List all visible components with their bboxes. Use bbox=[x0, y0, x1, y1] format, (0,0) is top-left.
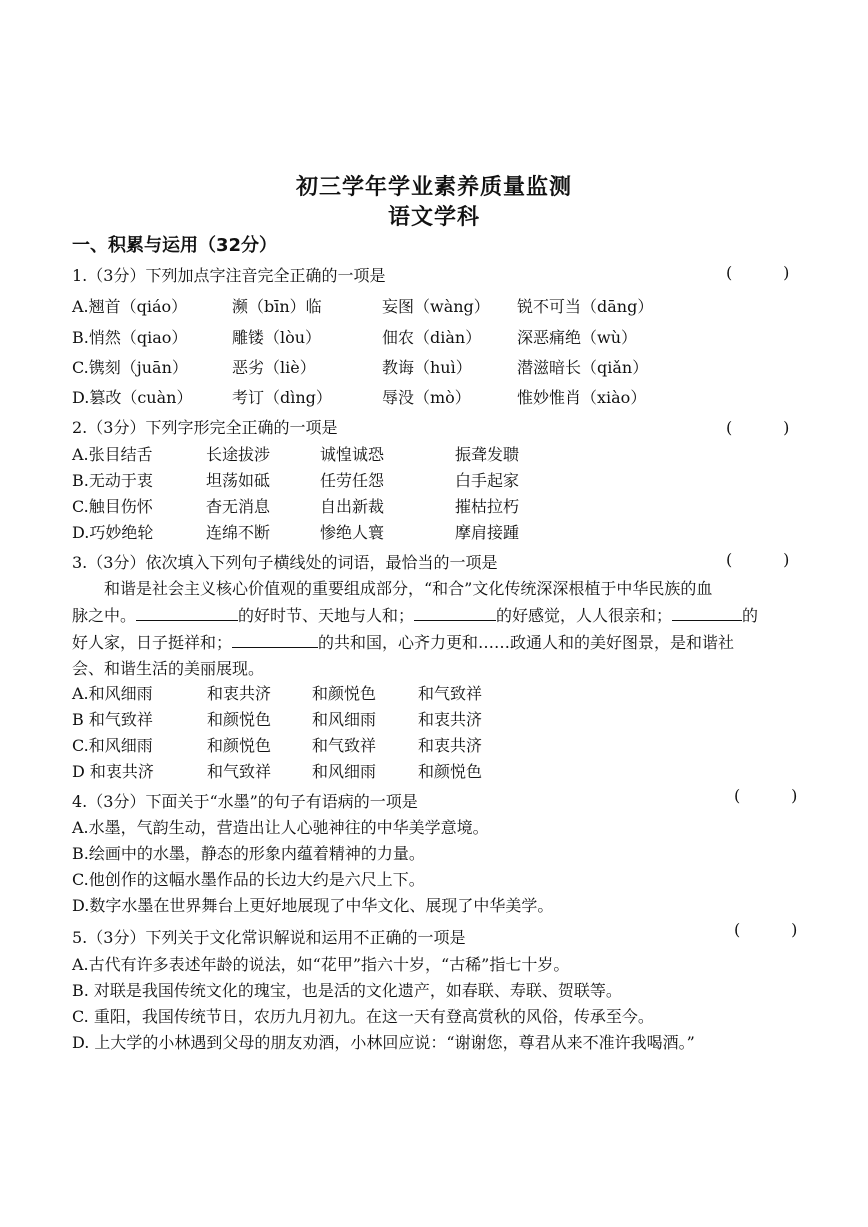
q3-option-d: D 和衷共济 bbox=[72, 762, 154, 781]
q5-option-d: D. 上大学的小林遇到父母的朋友劝酒，小林回应说：“谢谢您，尊君从来不准许我喝酒。” bbox=[72, 1033, 695, 1052]
q1-b-item: 深恶痛绝（wù） bbox=[517, 328, 638, 347]
q1-c-item: 教诲（huì） bbox=[382, 358, 472, 377]
q4-stem: 4.（3分）下面关于“水墨”的句子有语病的一项是 bbox=[72, 792, 418, 811]
q2-a-item: 诚惶诚恐 bbox=[320, 445, 385, 464]
q2-b-item: 坦荡如砥 bbox=[206, 471, 271, 490]
q1-option-d: D.篡改（cuàn） bbox=[72, 388, 193, 407]
q2-b-item: 任劳任怨 bbox=[320, 471, 385, 490]
q3-passage-line4: 会、和谐生活的美丽展现。 bbox=[72, 659, 265, 678]
q3-stem: 3.（3分）依次填入下列句子横线处的词语，最恰当的一项是 bbox=[72, 553, 498, 572]
q2-c-item: 杳无消息 bbox=[206, 497, 271, 516]
q3-d-item: 和颜悦色 bbox=[418, 762, 483, 781]
q3-a-item: 和气致祥 bbox=[418, 684, 483, 703]
q1-d-item: 辱没（mò） bbox=[382, 388, 471, 407]
q4-option-a: A.水墨，气韵生动，营造出让人心驰神往的中华美学意境。 bbox=[72, 818, 489, 837]
exam-title: 初三学年学业素养质量监测 bbox=[295, 175, 572, 200]
q3-option-b: B 和气致祥 bbox=[72, 710, 153, 729]
q3-option-c: C.和风细雨 bbox=[72, 736, 153, 755]
q2-stem: 2.（3分）下列字形完全正确的一项是 bbox=[72, 418, 338, 437]
q3-a-item: 和颜悦色 bbox=[312, 684, 377, 703]
q4-option-c: C.他创作的这幅水墨作品的长边大约是六尺上下。 bbox=[72, 870, 425, 889]
q2-b-item: 白手起家 bbox=[455, 471, 520, 490]
q3-b-item: 和颜悦色 bbox=[207, 710, 272, 729]
q2-option-a: A.张目结舌 bbox=[72, 445, 153, 464]
q4-option-b: B.绘画中的水墨，静态的形象内蕴着精神的力量。 bbox=[72, 844, 425, 863]
q3-passage-line1: 和谐是社会主义核心价值观的重要组成部分，“和合”文化传统深深根植于中华民族的血 bbox=[104, 579, 713, 598]
q5-answer-paren: ( ) bbox=[734, 920, 798, 939]
q1-option-a: A.翘首（qiáo） bbox=[72, 297, 188, 316]
q1-a-item: 妄图（wàng） bbox=[382, 297, 490, 316]
fill-blank-1 bbox=[136, 604, 238, 621]
q2-d-item: 摩肩接踵 bbox=[455, 523, 520, 542]
q2-d-item: 惨绝人寰 bbox=[320, 523, 385, 542]
q2-option-d: D.巧妙绝轮 bbox=[72, 523, 154, 542]
q2-answer-paren: ( ) bbox=[726, 418, 790, 437]
q4-option-d: D.数字水墨在世界舞台上更好地展现了中华文化、展现了中华美学。 bbox=[72, 896, 554, 915]
q3-b-item: 和衷共济 bbox=[418, 710, 483, 729]
q3-d-item: 和气致祥 bbox=[207, 762, 272, 781]
q3-option-a: A.和风细雨 bbox=[72, 684, 153, 703]
subject-title: 语文学科 bbox=[387, 205, 480, 230]
q5-option-b: B. 对联是我国传统文化的瑰宝，也是活的文化遗产，如春联、寿联、贺联等。 bbox=[72, 981, 622, 1000]
q3-a-item: 和衷共济 bbox=[207, 684, 272, 703]
q1-option-c: C.镌刻（juān） bbox=[72, 358, 188, 377]
q3-c-item: 和颜悦色 bbox=[207, 736, 272, 755]
q3-c-item: 和气致祥 bbox=[312, 736, 377, 755]
q1-c-item: 潜滋暗长（qiǎn） bbox=[517, 358, 649, 377]
q1-d-item: 考订（dìng） bbox=[232, 388, 332, 407]
q2-a-item: 长途拔涉 bbox=[206, 445, 271, 464]
q2-option-c: C.触目伤怀 bbox=[72, 497, 153, 516]
q1-a-item: 锐不可当（dāng） bbox=[517, 297, 654, 316]
q2-option-b: B.无动于衷 bbox=[72, 471, 153, 490]
q4-answer-paren: ( ) bbox=[734, 786, 798, 805]
q5-option-a: A.古代有许多表述年龄的说法，如“花甲”指六十岁，“古稀”指七十岁。 bbox=[72, 955, 570, 974]
q3-c-item: 和衷共济 bbox=[418, 736, 483, 755]
q2-a-item: 振聋发聩 bbox=[455, 445, 520, 464]
q1-a-item: 濒（bīn）临 bbox=[232, 297, 322, 316]
section-heading: 一、积累与运用（32分） bbox=[72, 235, 278, 256]
q2-c-item: 自出新裁 bbox=[320, 497, 385, 516]
fill-blank-3 bbox=[672, 604, 742, 621]
q5-option-c: C. 重阳，我国传统节日，农历九月初九。在这一天有登高赏秋的风俗，传承至今。 bbox=[72, 1007, 654, 1026]
q2-d-item: 连绵不断 bbox=[206, 523, 271, 542]
q5-stem: 5.（3分）下列关于文化常识解说和运用不正确的一项是 bbox=[72, 928, 466, 947]
q1-stem: 1.（3分）下列加点字注音完全正确的一项是 bbox=[72, 266, 386, 285]
fill-blank-4 bbox=[232, 631, 318, 648]
q2-c-item: 摧枯拉朽 bbox=[455, 497, 520, 516]
q1-b-item: 雕镂（lòu） bbox=[232, 328, 322, 347]
q1-option-b: B.悄然（qiao） bbox=[72, 328, 188, 347]
q3-b-item: 和风细雨 bbox=[312, 710, 377, 729]
q3-answer-paren: ( ) bbox=[726, 550, 790, 569]
q3-d-item: 和风细雨 bbox=[312, 762, 377, 781]
q1-b-item: 佃农（diàn） bbox=[382, 328, 482, 347]
fill-blank-2 bbox=[414, 604, 496, 621]
q1-d-item: 惟妙惟肖（xiào） bbox=[517, 388, 647, 407]
q1-answer-paren: ( ) bbox=[726, 263, 790, 282]
q3-passage-line2: 脉之中。 的好时节、天地与人和； 的好感觉，人人很亲和； 的 bbox=[72, 606, 759, 625]
q1-c-item: 恶劣（liè） bbox=[232, 358, 316, 377]
q3-passage-line3: 好人家，日子挺祥和； 的共和国，心齐力更和……政通人和的美好图景，是和谐社 bbox=[72, 633, 735, 652]
